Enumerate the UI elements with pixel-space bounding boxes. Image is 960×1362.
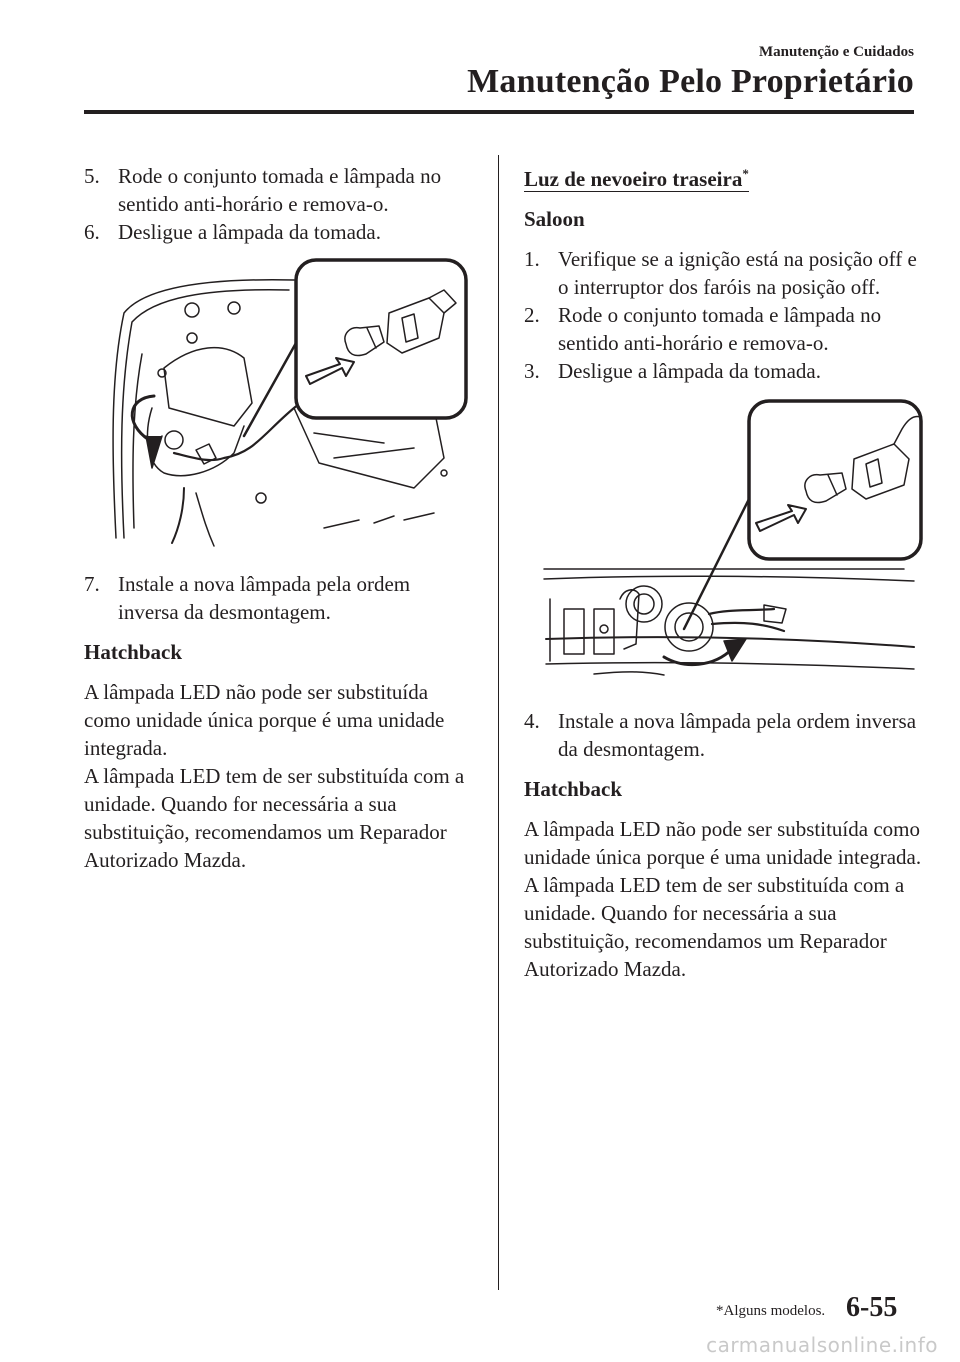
right-column <box>524 162 924 983</box>
hatchback-heading: Hatchback <box>84 640 183 664</box>
step-number: 3. <box>524 359 540 383</box>
page-number: 6-55 <box>846 1292 898 1323</box>
section-heading-star: * <box>742 166 749 181</box>
step-number: 4. <box>524 709 540 733</box>
header-chapter: Manutenção e Cuidados <box>758 44 914 60</box>
step-text: Instale a nova lâmpada pela ordem inversa da desmontagem. <box>558 709 917 761</box>
footer-note: *Alguns modelos. <box>716 1303 826 1319</box>
led-paragraph: A lâmpada LED tem de ser substituída com a unidade. Quando for necessária a sua substituição, recomendamos um Reparador Autorizado Mazda. <box>84 764 465 872</box>
column-divider <box>498 155 499 1290</box>
step-text: Rode o conjunto tomada e lâmpada no sentido anti-horário e remova-o. <box>558 303 882 355</box>
step-item <box>84 218 474 246</box>
section-heading <box>524 162 749 192</box>
led-paragraph: A lâmpada LED não pode ser substituída como unidade única porque é uma unidade integrada. <box>84 680 445 760</box>
led-paragraph: A lâmpada LED não pode ser substituída como unidade única porque é uma unidade integrada. <box>524 817 922 869</box>
header-rule <box>84 110 914 114</box>
step-number: 1. <box>524 247 540 271</box>
step-text: Instale a nova lâmpada pela ordem inversa da desmontagem. <box>118 572 411 624</box>
step-item <box>524 357 924 385</box>
illustration-rear-fog-bulb <box>524 399 924 699</box>
watermark: carmanualsonline.info <box>706 1333 938 1357</box>
led-paragraph: A lâmpada LED tem de ser substituída com a unidade. Quando for necessária a sua substituição, recomendamos um Reparador Autorizado Mazda. <box>524 873 905 981</box>
step-number: 6. <box>84 220 100 244</box>
step-number: 5. <box>84 164 100 188</box>
step-item <box>524 301 924 357</box>
section-heading-text: Luz de nevoeiro traseira <box>524 167 743 191</box>
step-text: Desligue a lâmpada da tomada. <box>118 220 381 244</box>
illustration-rear-trunk-bulb <box>84 258 474 558</box>
step-text: Rode o conjunto tomada e lâmpada no sentido anti-horário e remova-o. <box>118 164 442 216</box>
step-item <box>524 707 924 763</box>
step-item <box>524 245 924 301</box>
hatchback-heading: Hatchback <box>524 777 623 801</box>
step-item <box>84 162 474 218</box>
step-text: Verifique se a ignição está na posição off e o interruptor dos faróis na posição off. <box>558 247 917 299</box>
step-item <box>84 570 474 626</box>
saloon-heading: Saloon <box>524 207 585 231</box>
step-number: 7. <box>84 572 100 596</box>
header-section-title: Manutenção Pelo Proprietário <box>467 63 914 100</box>
step-text: Desligue a lâmpada da tomada. <box>558 359 821 383</box>
step-number: 2. <box>524 303 540 327</box>
left-column <box>84 162 474 874</box>
